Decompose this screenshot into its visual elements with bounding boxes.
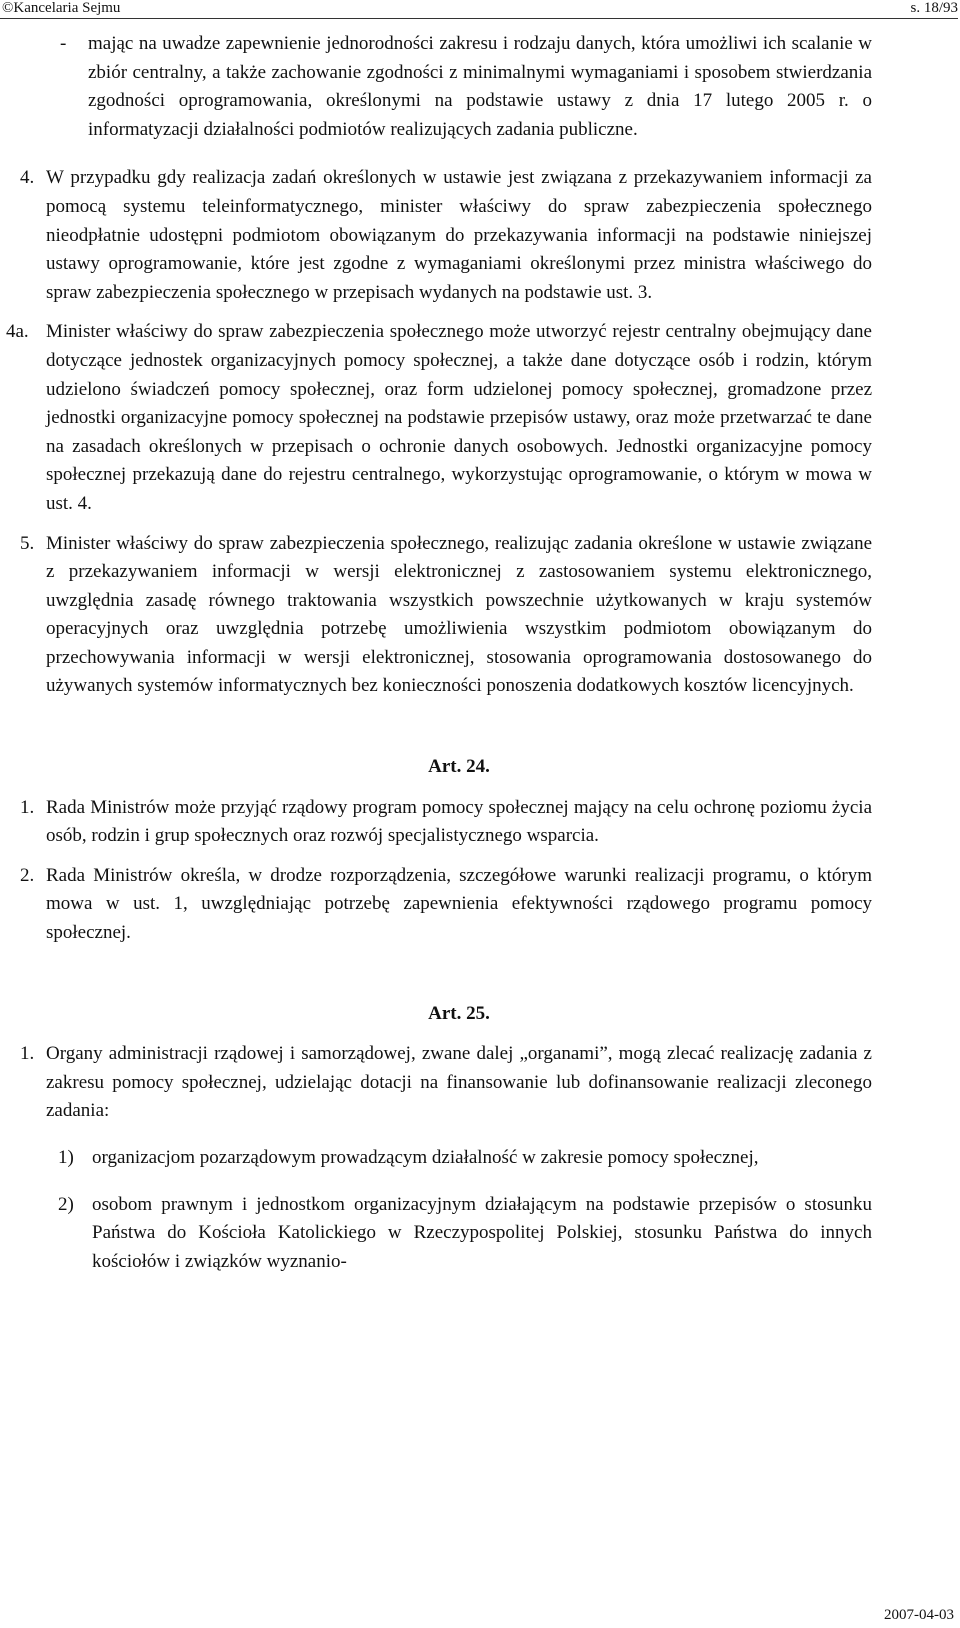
paragraph-text: Organy administracji rządowej i samorządowej, zwane dalej „organami”, mogą zlecać realizację zadania z zakresu pomocy społecznej, udzielając dotacji na finansowanie lub dofinansowanie realizacji zleconego zadania: [46,1043,872,1122]
page-header [0,0,960,22]
paragraph-4 [20,164,872,307]
art25-item-2 [46,1191,872,1277]
art24-paragraph-2 [20,862,872,948]
item-marker: 1) [58,1147,74,1168]
paragraph-marker: 4. [20,167,35,189]
paragraph-text: Minister właściwy do spraw zabezpieczenia społecznego, realizując zadania określone w ustawie związane z przekazywaniem informacji w wersji elektronicznej z zastosowaniem systemu elektronicznego, uwzględnia zasadę równego traktowania wszystkich powszechnie użytkowanych w kraju systemów operacyjnych oraz uwzględnia potrzebę umożliwienia wszystkim podmiotom obowiązanym do przechowywania informacji w wersji elektronicznej, stosowania oprogramowania dostosowanego do używanych systemów informatycznych bez konieczności ponoszenia dodatkowych kosztów licencyjnych. [46,532,872,697]
paragraph-marker: 1. [20,796,35,818]
document-body [6,30,872,1286]
paragraph-marker: 2. [20,864,35,886]
header-page-number: s. 18/93 [910,0,958,16]
paragraph-text: Rada Ministrów określa, w drodze rozporządzenia, szczegółowe warunki realizacji programu, o którym mowa w ust. 1, uwzględniając potrzebę zapewnienia efektywności rządowego programu pomocy społecznej. [46,864,872,944]
paragraph-text: Minister właściwy do spraw zabezpieczenia społecznego może utworzyć rejestr centralny obejmujący dane dotyczące jednostek organizacyjnych pomocy społecznej, a także dane dotyczące osób i rodzin, którym udzielono świadczeń pomocy społecznej, oraz form udzielonej pomocy społecznej, gromadzone przez jednostki organizacyjne pomocy społecznej na podstawie przepisów ustawy, oraz może przetwarzać te dane na zasadach określonych w przepisach o ochronie danych osobowych. Jednostki organizacyjne pomocy społecznej przekazują dane do rejestru centralnego, wykorzystując oprogramowanie, o którym w mowa w ust. 4. [46,321,872,514]
paragraph-marker: 5. [20,532,35,554]
article-24-title: Art. 24. [428,756,490,778]
intro-dash-item [46,30,872,144]
paragraph-text: Rada Ministrów może przyjąć rządowy program pomocy społecznej mający na celu ochronę poziomu życia osób, rodzin i grup społecznych oraz rozwój specjalistycznego wsparcia. [46,796,872,847]
dash-marker: - [60,33,67,54]
art24-paragraph-1 [20,794,872,851]
paragraph-5 [20,530,872,702]
item-text: organizacjom pozarządowym prowadzącym działalność w zakresie pomocy społecznej, [92,1147,759,1168]
paragraph-marker: 4a. [6,321,29,343]
art25-item-1 [46,1144,872,1173]
item-marker: 2) [58,1193,74,1215]
item-text: osobom prawnym i jednostkom organizacyjnym działającym na podstawie przepisów o stosunku Państwa do Kościoła Katolickiego w Rzeczypospolitej Polskiej, stosunku Państwa do innych kościołów i związków wyznanio- [92,1193,872,1272]
dash-text: mając na uwadze zapewnienie jednorodności zakresu i rodzaju danych, która umożliwi ich scalanie w zbiór centralny, a także zachowanie zgodności z minimalnymi wymaganiami i sposobem stwierdzania zgodności oprogramowania, określonymi na podstawie ustawy z dnia 17 lutego 2005 r. o informatyzacji działalności podmiotów realizujących zadania publiczne. [88,33,872,140]
paragraph-marker: 1. [20,1043,35,1065]
article-25-title: Art. 25. [428,1002,490,1024]
header-source: ©Kancelaria Sejmu [2,0,121,16]
art25-paragraph-1 [20,1040,872,1126]
paragraph-4a [6,318,872,518]
header-rule [0,18,958,19]
paragraph-text: W przypadku gdy realizacja zadań określonych w ustawie jest związana z przekazywaniem informacji za pomocą systemu teleinformatycznego, minister właściwy do spraw zabezpieczenia społecznego nieodpłatnie udostępni podmiotom obowiązanym do przekazywania informacji na podstawie niniejszej ustawy oprogramowanie, które jest zgodne z wymaganiami określonymi przez ministra właściwego do spraw zabezpieczenia społecznego w przepisach wydanych na podstawie ust. 3. [46,167,872,303]
footer-date: 2007-04-03 [884,1607,954,1623]
